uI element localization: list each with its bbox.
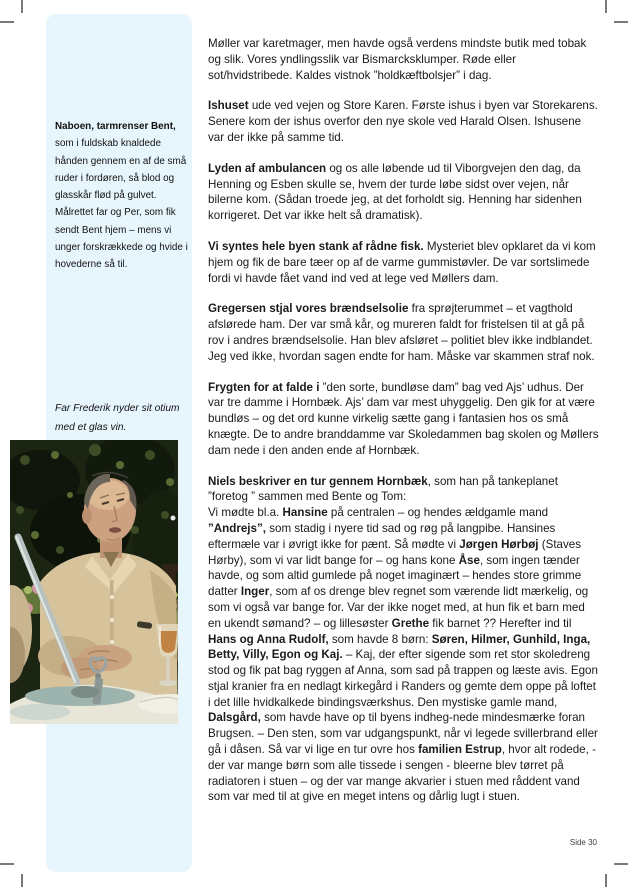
- paragraph: Frygten for at falde i ”den sorte, bundløse dam” bag ved Ajs’ udhus. Der var tre damme i Hornbæk. Ajs’ dam var mest uhyggelig. Den gik for at være bundløs – og det ord kunne virkelig sætte gang i fantasien hos os små knægte. De to andre branddamme var Skoledammen bag skolen og Møllers dam nede i den anden ende af Hornbæk.: [208, 380, 599, 457]
- photo-caption: Far Frederik nyder sit otium med et glas vin.: [55, 403, 180, 433]
- crop-mark-bottom-right-v: [605, 874, 607, 887]
- crop-mark-top-left-h: [0, 21, 14, 23]
- paragraph: Gregersen stjal vores brændselsolie fra sprøjterummet – et vagthold afslørede ham. Der var små kår, og mureren faldt for fristelsen til at gå på rov i andres brændselsolie. Han blev afsløret – politiet blev ikke indblandet. Jeg ved ikke, hvordan sagen endte for ham. Måske var skammen straf nok.: [208, 302, 595, 363]
- sidebar-note-text: som i fuldskab knaldede hånden gennem en af de små ruder i fordøren, så blod og glasskår flød på gulvet. Målrettet far og Per, som fik sendt Bent hjem – mens vi unger forskrækkede og hvide i hovederne så til.: [55, 138, 188, 271]
- sidebar-note-heading: Naboen, tarmrenser Bent,: [55, 121, 176, 132]
- crop-mark-top-right-v: [605, 0, 607, 13]
- photo-illustration: [10, 440, 178, 724]
- page-number: Side 30: [569, 838, 597, 847]
- paragraph: Vi syntes hele byen stank af rådne fisk. Mysteriet blev opklaret da vi kom hjem og fik de bare tæer op af de varme gummistøvler. De var sortslimede fordi vi havde fået vand ind ved at lege ved Møllers dam.: [208, 239, 596, 285]
- crop-mark-bottom-left-h: [0, 863, 14, 865]
- paragraph: Lyden af ambulancen og os alle løbende ud til Viborgvejen den dag, da Henning og Esben skulle se, hvem der turde løbe sidst over vejen, når bilerne kom. (Sådan troede jeg, at det forholdt sig. Henning har sidenhen korrigeret. Det var ikke helt så dramatisk).: [208, 161, 582, 223]
- photo-frederik: [10, 440, 178, 724]
- paragraph: Ishuset ude ved vejen og Store Karen. Første ishus i byen var Storekarens. Senere kom der ishus overfor den nye skole ved Harald Olsen. Ishusene var der ikke på samme tid.: [208, 99, 598, 144]
- paragraph: Møller var karetmager, men havde også verdens mindste butik med tobak og slik. Vores yndlingsslik var Bismarcksklumper. Røde eller sot/hvidstribede. Kaldes vistnok ”holdkæftbolsjer” i dag.: [208, 37, 587, 82]
- crop-mark-top-right-h: [614, 21, 628, 23]
- main-text: [208, 36, 600, 820]
- crop-mark-top-left-v: [21, 0, 23, 13]
- sidebar-note: [55, 118, 189, 274]
- crop-mark-bottom-right-h: [614, 863, 628, 865]
- paragraph: Niels beskriver en tur gennem Hornbæk, som han på tankeplanet ”foretog ” sammen med Bente og Tom: Vi mødte bl.a. Hansine på centralen – og hendes ældgamle mand ”Andrejs”, som stadig i nyere tid sad og røg på langpibe. Hansines eftermæle var i øvrigt ikke for pænt. Så mødte vi Jørgen Hørbøj (Staves Hørby), som vi var lidt bange for – og hans kone Åse, som ingen tænder havde, og som altid gumlede på noget imaginært – hendes store grimme datter Inger, som af os drenge blev regnet som værende lidt mærkelig, og som vi også var bange for. Var der ikke noget med, at hun fik et barn med en ukendt sømand? – og lillesøster Grethe fik barnet ?? Herefter ind til Hans og Anna Rudolf, som havde 8 børn: Søren, Hilmer, Gunhild, Inga, Betty, Villy, Egon og Kaj. – Kaj, der efter sigende som ret stor skoledreng stod og fik pat bag ryggen af Anna, som sad på trappen og læste avis. Egon stjal kranier fra en nedlagt kirkegård i Randers og gemte dem oppe på loftet i det lille hvidkalkede bindingsværkshus. Den mystiske gamle mand, Dalsgård, som havde have op til byens indheg-nede mindesmærke foran Brugsen. – Den sten, som var udgangspunkt, når vi legede svillerbrand eller gå i dåsen. Så var vi lige en tur ovre hos familien Estrup, hvor alt rodede, - der var mange børn som alle tissede i sengen - bleerne blev tørret på radiatoren i stuen – og der var mange akvarier i stuen med råddent vand som var med til at give en meget intens og dårlig lugt i stuen.: [208, 474, 598, 804]
- crop-mark-bottom-left-v: [21, 874, 23, 887]
